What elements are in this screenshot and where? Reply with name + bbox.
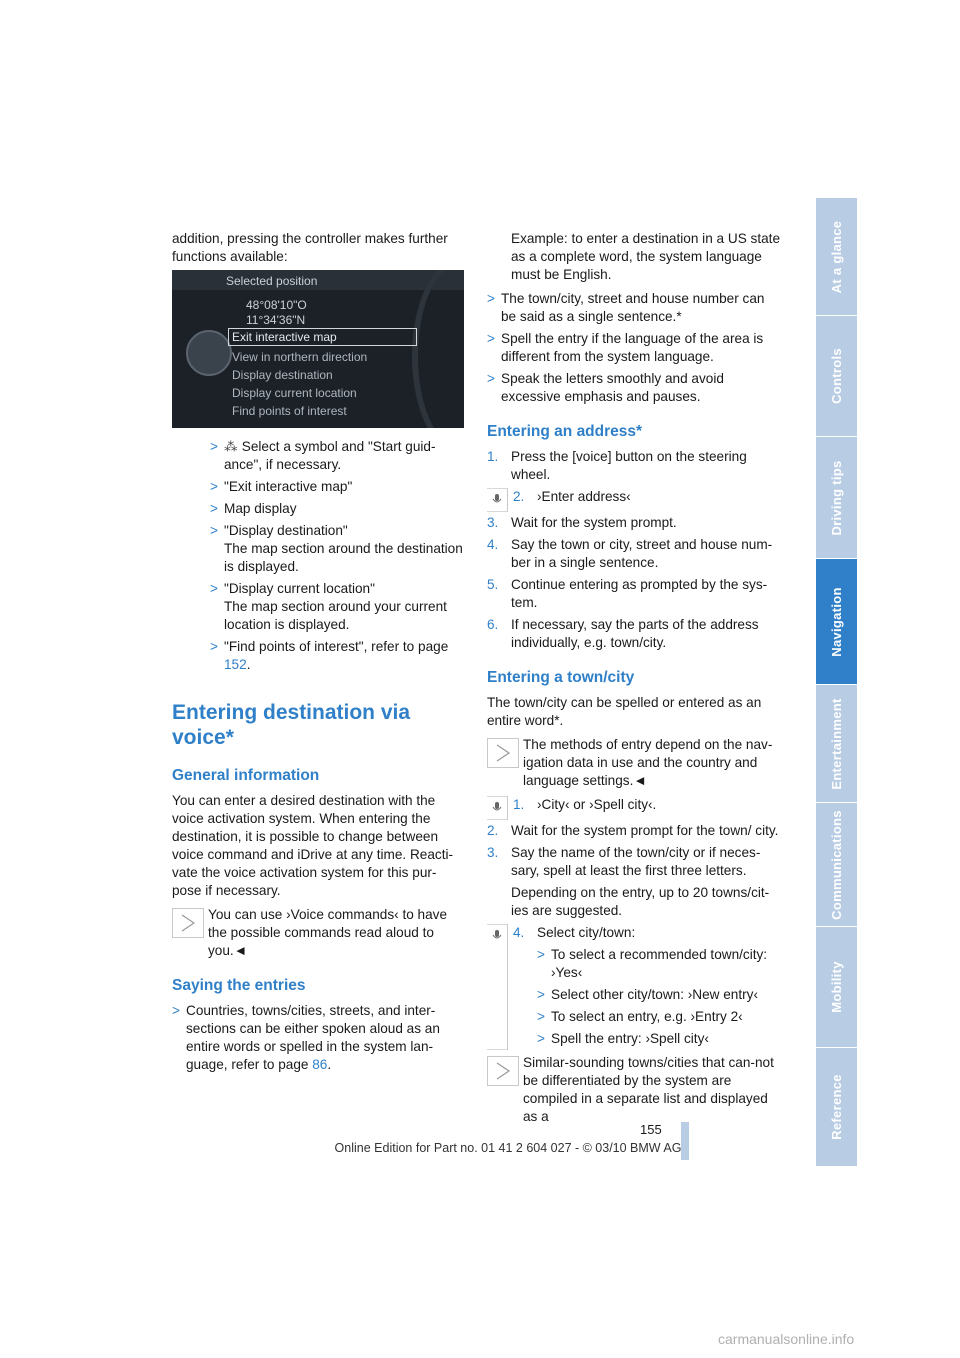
tab-entertainment[interactable]: Entertainment — [816, 685, 857, 803]
microphone-icon — [487, 924, 508, 1050]
list-item: > Spell the entry if the language of the area is different from the system language. — [487, 331, 764, 364]
screen-title: Selected position — [226, 274, 318, 288]
note: You can use ›Voice commands‹ to have the possible commands read aloud to you.◄ — [172, 906, 464, 960]
screen-menu-item: Exit interactive map — [228, 328, 417, 346]
tab-reference[interactable]: Reference — [816, 1048, 857, 1167]
list-item: > The town/city, street and house number can be said as a single sentence.* — [487, 291, 765, 324]
list-item: > Select other city/town: ›New entry‹ — [537, 987, 758, 1002]
screen-coord-1: 48°08'10"O — [246, 298, 307, 312]
screen-menu-item: Display destination — [232, 368, 333, 382]
voice-command: 2. ›Enter address‹ — [487, 488, 783, 510]
body-text: Example: to enter a destination in a US state as a complete word, the system language must be English. — [511, 231, 781, 282]
screen-menu-item: Display current location — [232, 386, 357, 400]
destination-flag-icon: ⁂ — [224, 439, 238, 454]
screen-coordinates — [246, 298, 307, 328]
list-item: > Countries, towns/cities, streets, and inter-sections can be either spoken aloud as an entire words or spelled in the system lan-guage, refer to page 86. — [172, 1003, 440, 1072]
idrive-screen-image — [172, 270, 464, 428]
subsection-title: Entering a town/city — [487, 669, 635, 686]
footer-text: Online Edition for Part no. 01 41 2 604 027 - © 03/10 BMW AG — [334, 1141, 682, 1155]
list-item: 1. Press the [voice] button on the steering wheel. — [487, 449, 747, 482]
list-item: 5. Continue entering as prompted by the sys-tem. — [487, 577, 768, 610]
list-item: 2. Wait for the system prompt for the town/ city. — [487, 823, 779, 838]
tab-mobility[interactable]: Mobility — [816, 927, 857, 1048]
microphone-icon — [487, 488, 508, 512]
intro-text: addition, pressing the controller makes further functions available: — [172, 231, 448, 264]
list-item: 3. Wait for the system prompt. — [487, 515, 677, 530]
tab-driving-tips[interactable]: Driving tips — [816, 437, 857, 559]
list-item: 3. Say the name of the town/city or if neces-sary, spell at least the first three letters. — [487, 845, 761, 878]
section-title: Entering destination via voice* — [172, 701, 411, 749]
list-item: 6. If necessary, say the parts of the address individually, e.g. town/city. — [487, 617, 759, 650]
tab-at-a-glance[interactable]: At a glance — [816, 198, 857, 316]
controller-knob-icon — [186, 330, 232, 376]
list-item: > ⁂ Select a symbol and "Start guid-ance", if necessary. — [210, 439, 436, 472]
page-number: 155 — [640, 1122, 662, 1137]
right-column — [487, 230, 783, 1132]
note-arrow-icon — [487, 1056, 519, 1086]
list-item: 4. Say the town or city, street and house num-ber in a single sentence. — [487, 537, 773, 570]
list-item: > Map display — [210, 501, 297, 516]
tab-communications[interactable]: Communications — [816, 803, 857, 927]
body-text: You can enter a desired destination with the voice activation system. When entering the destination, it is possible to change between voice command and iDrive at any time. Reacti-vate the voice activation system for this pur-pose if necessary. — [172, 793, 454, 898]
note: Similar-sounding towns/cities that can-not be differentiated by the system are compiled in a separate list and displayed as a — [487, 1054, 783, 1126]
screen-decoration — [412, 270, 464, 428]
note-arrow-icon — [487, 738, 519, 768]
body-text: The town/city can be spelled or entered as an entire word*. — [487, 695, 762, 728]
subsection-title: Entering an address* — [487, 423, 643, 440]
voice-command: 4. Select city/town: > To select a recommended town/city: ›Yes‹ > Select other city/town: ›New entry‹ > To select an entry, e.g. ›Entry 2‹ > Spell the entry: ›Spell city‹ — [487, 924, 783, 1048]
screen-coord-2: 11°34'36"N — [246, 313, 306, 327]
page-link[interactable]: 86 — [312, 1057, 328, 1072]
list-item: > "Display current location" The map section around your current location is displayed. — [210, 581, 447, 632]
list-item: > Spell the entry: ›Spell city‹ — [537, 1031, 709, 1046]
subsection-title: Saying the entries — [172, 977, 306, 994]
voice-command: 1. ›City‹ or ›Spell city‹. — [487, 796, 783, 818]
note: The methods of entry depend on the nav-igation data in use and the country and language settings.◄ — [487, 736, 783, 790]
tab-navigation[interactable]: Navigation — [816, 559, 857, 685]
list-item: > "Find points of interest", refer to page 152. — [210, 639, 449, 672]
left-column — [172, 230, 464, 1078]
tab-controls[interactable]: Controls — [816, 316, 857, 437]
list-item: > Speak the letters smoothly and avoid excessive emphasis and pauses. — [487, 371, 724, 404]
subsection-title: General information — [172, 767, 320, 784]
chapter-sidebar — [816, 198, 857, 1167]
microphone-icon — [487, 796, 508, 820]
page-link[interactable]: 152 — [224, 657, 247, 672]
list-item: > To select a recommended town/city: ›Yes‹ — [537, 947, 768, 980]
list-item: > To select an entry, e.g. ›Entry 2‹ — [537, 1009, 743, 1024]
list-item: > "Exit interactive map" — [210, 479, 353, 494]
screen-menu-item: Find points of interest — [232, 404, 347, 418]
note-arrow-icon — [172, 908, 204, 938]
list-item: > "Display destination" The map section around the destination is displayed. — [210, 523, 463, 574]
body-text: Depending on the entry, up to 20 towns/cit-ies are suggested. — [511, 885, 770, 918]
screen-topbar — [172, 270, 464, 290]
watermark: carmanualsonline.info — [718, 1331, 855, 1347]
screen-menu-item: View in northern direction — [232, 350, 368, 364]
